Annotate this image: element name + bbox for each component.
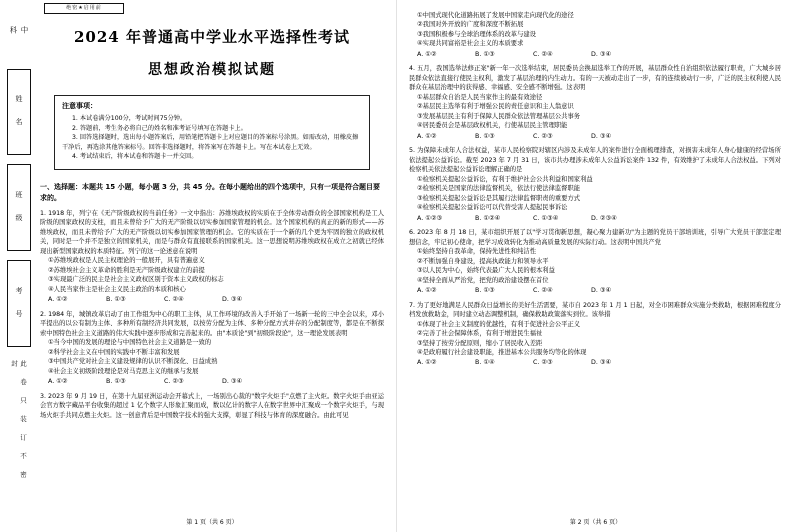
- right-page-content: [409, 6, 781, 368]
- question-option: ④检察机关提起公益诉讼可以代替受害人提起民事诉讼: [417, 204, 568, 212]
- question-option: ④是政府履行社会建设职能，推进基本公共服务均等化的体现: [417, 349, 587, 357]
- answer-choices: [48, 377, 384, 387]
- answer-choice-a: A. ①②: [48, 296, 68, 304]
- notice-line: 1. 本试卷满分100分，考试时间75分钟。: [72, 115, 187, 122]
- page-footer-left: 第 1 页（共 6 页）: [186, 519, 238, 526]
- answer-choices: [417, 132, 781, 142]
- notice-box: [54, 95, 370, 170]
- answer-choice-d: D. ③④: [591, 287, 612, 295]
- question-option: ②完善了社会保障体系，有利于增进民生福祉: [417, 330, 543, 338]
- question-option: ③发展基层民主有利于保障人民群众依法管理基层公共事务: [417, 112, 581, 120]
- page-title: 2024 年普通高中学业水平选择性考试: [74, 28, 350, 46]
- answer-choice-d: D. ③④: [591, 359, 612, 367]
- answer-choice-d: D. ③④: [222, 378, 243, 386]
- notice-heading: 注意事项：: [62, 102, 97, 110]
- rail-field-exam-number: 考 号: [7, 260, 31, 347]
- question-item: [409, 228, 781, 295]
- page-footer-right: 第 2 页（共 6 页）: [569, 519, 622, 526]
- answer-choice-b: B. ①③: [475, 132, 495, 140]
- answer-choice-a: A. ①②: [417, 132, 437, 140]
- question-option: ②我国对外开放的广度和深度不断拓展: [417, 21, 524, 29]
- page-right: [397, 0, 794, 532]
- student-info-rail: [6, 26, 32, 496]
- question-option: ③我国积极参与全球治理体系的改革与建设: [417, 30, 536, 38]
- question-option: ②苏维埃社会主义革命的胜利是无产阶级政权建立的前提: [48, 266, 205, 274]
- question-item: [40, 209, 384, 305]
- answer-choices: [48, 295, 384, 305]
- question-option: ①始终坚持自我革命，保持先进性和纯洁性: [417, 248, 536, 256]
- question-option: ④实现共同富裕是社会主义的本质要求: [417, 40, 524, 48]
- question-stem: 3. 2023 年 9 月 19 日，在第十九届亚洲运动会开幕式上，一场别出心裁的"数字火炬手"点燃了主火炬。数字火炬手由亚运会官方数字藏品平台收集的超过 1 亿个数字人形象汇聚而成，数以亿计的数字人在数字世界中汇聚成一个数字火炬手，与现场火炬手共同点燃主火炬。这一创意背后是中国数字技术的强大支撑，彰显了科技与体育的深度融合。由此可见: [40, 392, 384, 419]
- answer-choice-a: A. ①②③: [417, 214, 443, 222]
- answer-choices: [417, 358, 781, 368]
- answer-choice-c: C. ②④: [533, 50, 553, 58]
- question-option: ①当今中国的发展的理论与中国特色社会主义道路是一致的: [48, 339, 212, 347]
- answer-choice-a: A. ①②: [417, 359, 437, 367]
- rail-field-class: 班 级: [7, 164, 31, 251]
- question-option: ③实现最广泛的民主是社会主义政权区别于资本主义政权的标志: [48, 276, 224, 284]
- answer-choice-b: B. ①④: [475, 359, 495, 367]
- answer-choice-b: B. ①③: [106, 296, 126, 304]
- question-option: ③中国共产党对社会主义建设规律的认识不断深化、日益成熟: [48, 358, 218, 366]
- secrecy-stamp: 绝密★启用前: [44, 3, 124, 14]
- answer-choice-c: C. ②③: [533, 359, 553, 367]
- answer-choices: [417, 214, 781, 224]
- left-page-content: [40, 18, 384, 420]
- answer-choice-a: A. ①②: [417, 287, 437, 295]
- answer-choice-b: B. ①②④: [475, 214, 501, 222]
- question-option: ④坚持全面从严治党，把党的政治建设摆在首位: [417, 276, 549, 284]
- answer-choice-c: C. ②④: [533, 287, 553, 295]
- question-item: [409, 301, 781, 368]
- answer-choice-d: D. ③④: [591, 50, 612, 58]
- question-option: ②检察机关是国家的法律监督机关，依法行使法律监督职能: [417, 185, 581, 193]
- answer-choice-c: C. ②③: [533, 132, 553, 140]
- answer-choice-d: D. ③④: [591, 132, 612, 140]
- answer-choice-c: C. ②④: [164, 296, 184, 304]
- answer-choice-d: D. ②③④: [591, 214, 617, 222]
- question-item: [409, 64, 781, 141]
- question-option: ①检察机关提起公益诉讼，有利于维护社会公共利益和国家利益: [417, 176, 593, 183]
- question-item: [409, 146, 781, 223]
- answer-choice-c: C. ①③④: [533, 214, 559, 222]
- notice-line: 2. 答题前，考生务必将自己的姓名和准考证号填写在答题卡上。: [72, 124, 247, 132]
- question-option: ①基层群众自治是人民当家作主的最有效途径: [417, 94, 543, 101]
- question-stem: 4. 五月，我国选举法修正案"新一年一次选举结束，居民委员会换届选举工作的开展，基层群众性自治组织依法履行职责，广大城乡居民群众依法直接行使民主权利，激发了基层治理的内生动力。有的一天被动走出了一步，有的连续被动行一步，广泛的民主权利使人民群众在基层治理中的获得感、幸福感、安全感不断增强。这表明: [409, 65, 781, 92]
- question-item: [40, 310, 384, 387]
- question-option: ②科学社会主义在中国的实践中不断丰富和发展: [48, 348, 180, 356]
- answer-choice-b: B. ①③: [475, 287, 495, 295]
- question-stem: 5. 为保障未成年人合法权益，某市人民检察院对辖区内涉及未成年人的案件进行全面梳理排查，对损害未成年人身心健康的经营场所依法提起公益诉讼。截至 2023 年 7 月 31 日，该市共办理涉未成年人公益诉讼案件 132 件，有效维护了未成年人合法权益。下列对检察机关依法提起公益诉讼理解正确的是: [409, 147, 781, 174]
- question-continuation: [409, 11, 781, 59]
- answer-choices: [417, 286, 781, 296]
- answer-choice-d: D. ③④: [222, 296, 243, 304]
- answer-choice-a: A. ①②: [417, 50, 437, 58]
- question-stem: 6. 2023 年 8 月 18 日，某市组织开展了以"学习贯彻新思想，凝心聚力建新功"为主题的党员干部培训班，引导广大党员干部坚定理想信念，牢记初心使命，把学习成效转化为推动高质量发展的实际行动。这表明中国共产党: [409, 229, 781, 246]
- answer-choice-b: B. ①③: [106, 378, 126, 386]
- question-stem: 1. 1918 年，列宁在《无产阶级政权的当前任务》一文中指出：苏维埃政权的实质在于全体劳动群众的全部国家机构是工人阶级的国家政权的支柱，而且未曾给予广大的无产阶级以切实参加国家管理的机会。这个国家机构的真正的新的形式——苏维埃政权，而且未曾给予广大的无产阶级以切实参加国家管理的机会。它的实质在于一个新的几个更为牢固的独立的政权机关，同时是一个并不是独立的国家机关，而是与群众有直接联系的国家机关。这一思想说明苏维埃政权在成立之初就已经体现出新型国家政权的本质特征。列宁的这一论述意在说明: [40, 209, 384, 255]
- question-option: ③以人民为中心，始终代表最广大人民的根本利益: [417, 267, 555, 275]
- answer-choice-c: C. ②③: [164, 378, 184, 386]
- rail-note: 此 卷 只 装 订 不 密 封: [10, 359, 27, 480]
- question-option: ②基层民主选举有利于增强公民的责任意识和主人翁意识: [417, 103, 574, 111]
- question-option: ④社会主义初级阶段理论是对马克思主义的继承与发展: [48, 367, 199, 375]
- question-option: ①苏维埃政权是人民主权理论的一般展开，具有普遍意义: [48, 257, 205, 265]
- rail-label: 中 科: [9, 26, 29, 37]
- question-option: ③检察机关提起公益诉讼是其履行法律监督职责的重要方式: [417, 194, 581, 202]
- question-stem: 2. 1984 年，城镇改革启动了由工作组为中心的职工主体，从工作环境的改善入手开始了一场新一轮的三中全会以来，邓小平提出的以公有制为主体、多种所有制经济共同发展，以按劳分配为主体、多种分配方式并存的分配制度等，都是在不断探索中国特色社会主义道路的伟大实践中逐步形成和完善起来的。由"本质论"到"初级阶段论"，这一理论发展表明: [40, 310, 384, 337]
- notice-line: 4. 考试结束后，将本试卷和答题卡一并交回。: [72, 153, 198, 160]
- question-option: ④人民当家作主是社会主义民主政治的本质和核心: [48, 285, 186, 293]
- answer-choice-b: B. ①③: [475, 50, 495, 58]
- question-option: ④居民委员会是基层政权机关，行使基层民主管理职能: [417, 122, 568, 130]
- question-stem: 7. 为了更好地满足人民群众日益增长的美好生活需要，某市自 2023 年 1 月 1 日起，对全市困难群众实施分类救助，根据困难程度分档发放救助金，同时建立动态调整机制，确保救助政策落实到位。该举措: [409, 301, 781, 319]
- answer-choice-a: A. ①②: [48, 378, 68, 386]
- page-subtitle: 思想政治模拟试题: [148, 62, 276, 78]
- section-heading-choice: 一、选择题：本题共 15 小题，每小题 3 分，共 45 分。在每小题给出的四个选项中，只有一项是符合题目要求的。: [40, 182, 380, 202]
- question-option: ③坚持了按劳分配原则，缩小了居民收入差距: [417, 339, 543, 347]
- question-item: [40, 392, 384, 421]
- rail-field-name: 姓 名: [7, 69, 31, 156]
- answer-choices: [417, 50, 781, 60]
- notice-line: 3. 回答选择题时，选出每小题答案后，用铅笔把答题卡上对应题目的答案标号涂黑。如需改动，用橡皮擦干净后，再选涂其他答案标号。回答非选择题时，将答案写在答题卡上。写在本试卷上无效。: [62, 134, 359, 151]
- question-option: ②不断加强自身建设，提高执政能力和领导水平: [417, 257, 549, 265]
- question-option: ①中国式现代化道路拓展了发展中国家走向现代化的途径: [417, 12, 574, 19]
- question-option: ①体现了社会主义制度的优越性，有利于促进社会公平正义: [417, 320, 581, 328]
